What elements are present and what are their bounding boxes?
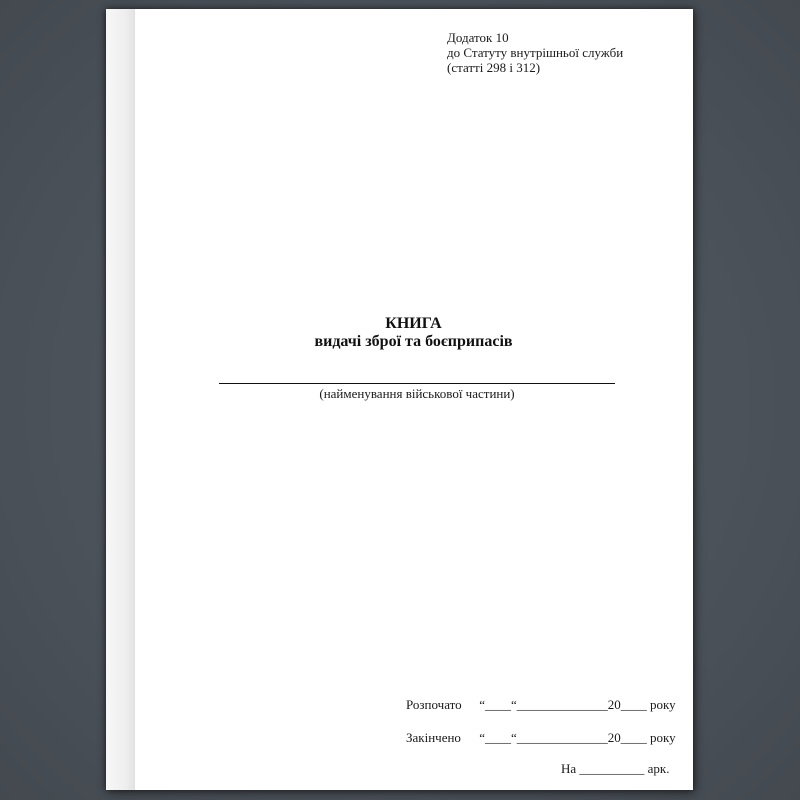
finished-date-blank: “____“______________20____ року <box>479 730 676 745</box>
dates-block <box>406 697 676 746</box>
sheets-count: На __________ арк. <box>561 761 670 776</box>
book-title-subtitle: видачі зброї та боєприпасів <box>314 333 513 350</box>
book-title <box>134 315 693 351</box>
started-date-blank: “____“______________20____ року <box>479 697 676 712</box>
appendix-line-3: (статті 298 і 312) <box>447 60 541 75</box>
finished-row <box>406 730 676 746</box>
document-page <box>106 9 693 790</box>
appendix-note <box>447 30 623 75</box>
unit-name-line <box>219 383 615 384</box>
finished-label: Закінчено <box>406 730 461 745</box>
appendix-line-1: Додаток 10 <box>447 30 509 45</box>
book-title-main: КНИГА <box>385 315 442 332</box>
started-row <box>406 697 676 713</box>
unit-name-caption: (найменування військової частини) <box>319 386 515 401</box>
binding-strip <box>106 9 135 790</box>
appendix-line-2: до Статуту внутрішньої служби <box>447 45 624 60</box>
started-label: Розпочато <box>406 697 462 712</box>
